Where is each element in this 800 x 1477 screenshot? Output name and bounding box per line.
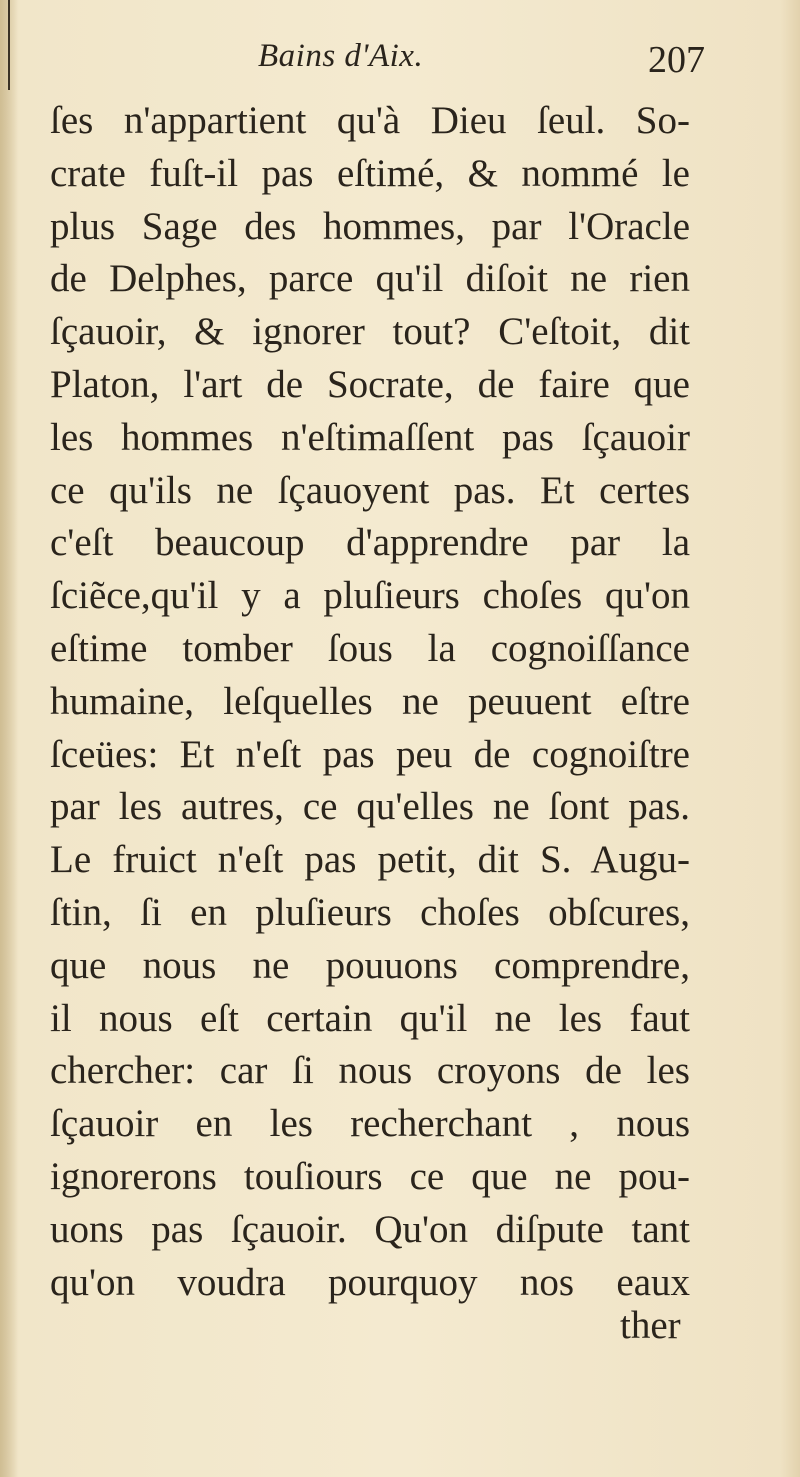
text-line: il nous eſt certain qu'il ne les faut (50, 996, 690, 1040)
text-line: ſçauoir en les recherchant , nous (50, 1102, 690, 1146)
text-line: humaine, leſquelles ne peuuent eſtre (50, 679, 690, 723)
text-line: ce qu'ils ne ſçauoyent pas. Et certes (50, 468, 690, 512)
text-line: que nous ne pouuons comprendre, (50, 943, 690, 987)
text-line: ignorerons touſiours ce que ne pou- (50, 1154, 690, 1198)
text-line: crate fuſt-il pas eſtimé, & nommé le (50, 151, 690, 195)
text-line: eſtime tomber ſous la cognoiſſance (50, 626, 690, 670)
running-head: Bains d'Aix. (258, 38, 424, 74)
text-line: ſes n'appartient qu'à Dieu ſeul. So- (50, 99, 690, 142)
text-line: ſciẽce,qu'il y a pluſieurs choſes qu'on (50, 574, 690, 618)
text-line: uons pas ſçauoir. Qu'on diſpute tant (50, 1207, 690, 1251)
text-line: Le fruict n'eſt pas petit, dit S. Augu- (50, 838, 690, 882)
text-line: par les autres, ce qu'elles ne ſont pas. (50, 785, 690, 829)
text-line: plus Sage des hommes, par l'Oracle (50, 204, 690, 248)
text-line: les hommes n'eſtimaſſent pas ſçauoir (50, 415, 690, 459)
text-line: qu'on voudra pourquoy nos eaux (50, 1260, 690, 1304)
page-gutter-shadow (0, 0, 18, 1477)
text-line: de Delphes, parce qu'il diſoit ne rien (50, 257, 690, 301)
text-line: c'eſt beaucoup d'apprendre par la (50, 521, 690, 565)
text-line: chercher: car ſi nous croyons de les (50, 1049, 690, 1093)
text-line: ſceües: Et n'eſt pas peu de cognoiſtre (50, 732, 690, 776)
text-line: ſtin, ſi en pluſieurs choſes obſcures, (50, 890, 690, 934)
page-number: 207 (648, 39, 705, 81)
catchword: ther (620, 1304, 681, 1347)
text-line: Platon, l'art de Socrate, de faire que (50, 362, 690, 406)
text-line: ſçauoir, & ignorer tout? C'eſtoit, dit (50, 310, 690, 354)
body-text (50, 95, 690, 1309)
page-header (0, 28, 800, 88)
